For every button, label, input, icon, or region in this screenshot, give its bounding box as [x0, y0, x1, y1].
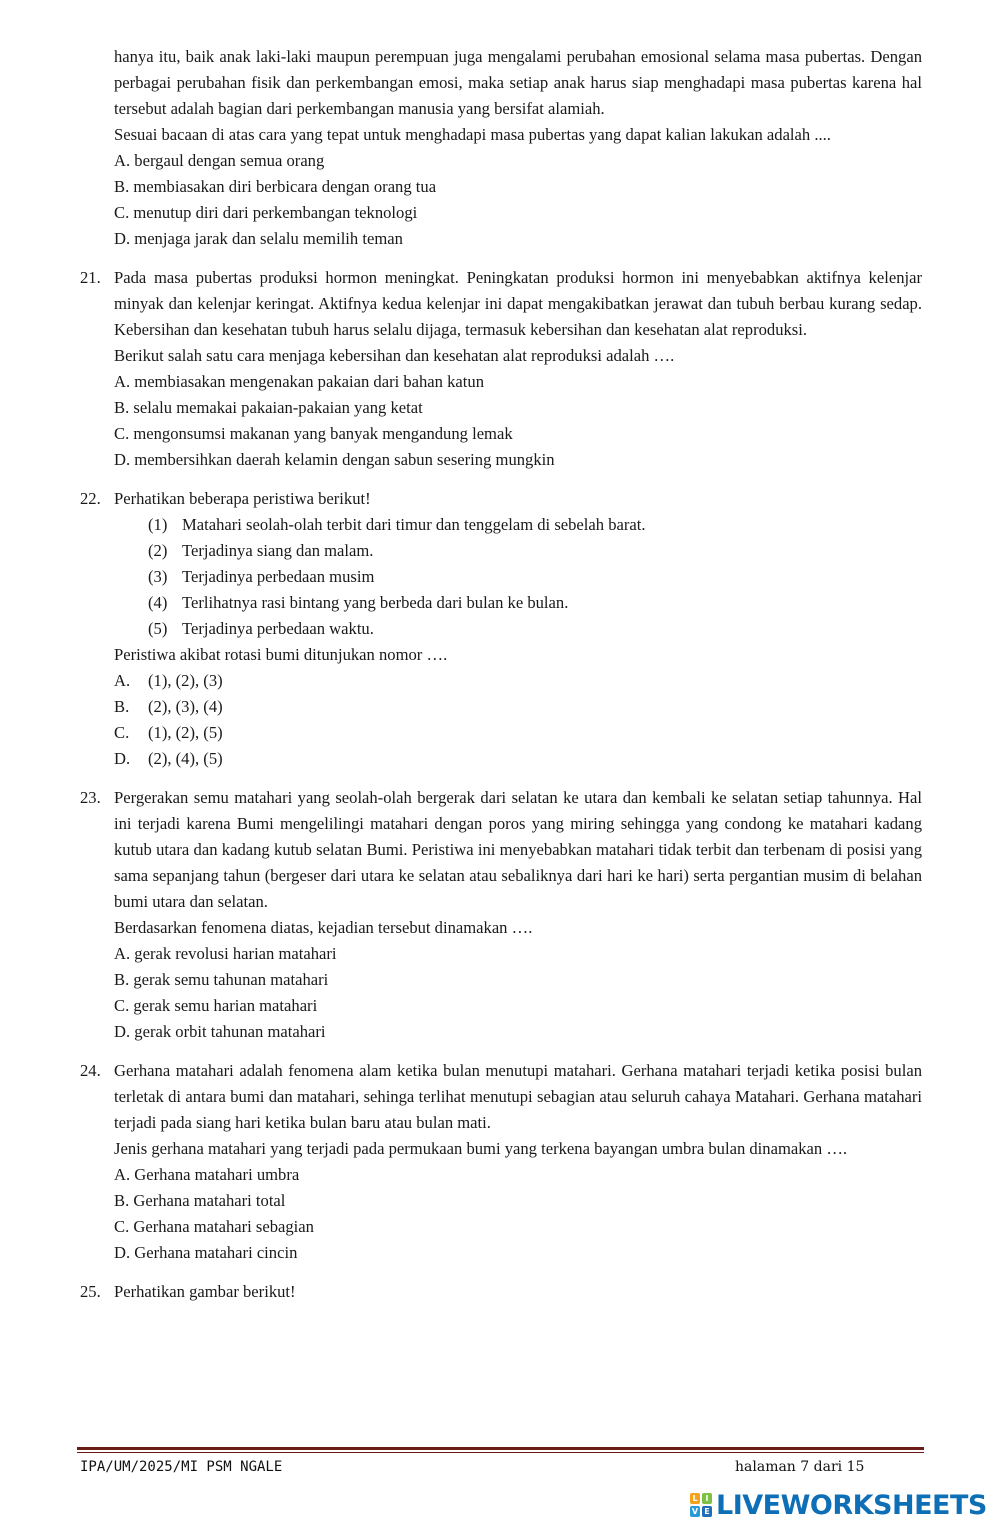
statement-text: Matahari seolah-olah terbit dari timur dan tenggelam di sebelah barat. — [182, 515, 646, 534]
logo-tile: V — [691, 1507, 699, 1516]
statement-1 — [114, 512, 922, 538]
statement-text: Terlihatnya rasi bintang yang berbeda dari bulan ke bulan. — [182, 593, 569, 612]
question-number: 22. — [80, 489, 101, 508]
question-23-passage: Pergerakan semu matahari yang seolah-olah bergerak dari selatan ke utara dan kembali ke selatan setiap tahunnya. Hal ini terjadi karena Bumi mengelilingi matahari dengan poros yang miring sehingga yang condong ke matahari kadang kutub utara dan kadang kutub selatan Bumi. Peristiwa ini menyebabkan matahari tidak terbit dan terbenam di posisi yang sama sepanjang tahun (bergeser dari utara ke selatan atau sebaliknya dari hari ke hari) serta pergantian musim di belahan bumi utara dan selatan. — [114, 788, 922, 911]
liveworksheets-logo-icon — [690, 1493, 712, 1517]
question-20-prompt: Sesuai bacaan di atas cara yang tepat untuk menghadapi masa pubertas yang dapat kalian lakukan adalah .... — [114, 125, 831, 144]
option-d[interactable] — [114, 746, 922, 772]
option-b[interactable] — [114, 694, 922, 720]
option-a[interactable]: A. Gerhana matahari umbra — [114, 1165, 300, 1184]
option-b[interactable]: B. gerak semu tahunan matahari — [114, 970, 329, 989]
question-number: 21. — [80, 268, 101, 287]
option-text: (2), (3), (4) — [148, 697, 223, 716]
statement-number: (2) — [148, 541, 168, 560]
option-c[interactable] — [114, 720, 922, 746]
statement-3 — [114, 564, 922, 590]
question-22 — [80, 486, 922, 772]
question-23-prompt: Berdasarkan fenomena diatas, kejadian tersebut dinamakan …. — [114, 918, 533, 937]
logo-tile: L — [690, 1493, 700, 1504]
option-text: (2), (4), (5) — [148, 749, 223, 768]
option-b[interactable]: B. membiasakan diri berbicara dengan orang tua — [114, 177, 437, 196]
question-24-passage: Gerhana matahari adalah fenomena alam ketika bulan menutupi matahari. Gerhana matahari terjadi ketika posisi bulan terletak di antara bumi dan matahari, sehinga terlihat menutupi sebagian atau seluruh cahaya Matahari. Gerhana matahari terjadi pada siang hari ketika bulan baru atau bulan mati. — [114, 1061, 922, 1132]
option-d[interactable]: D. Gerhana matahari cincin — [114, 1243, 298, 1262]
option-c[interactable]: C. menutup diri dari perkembangan teknologi — [114, 203, 418, 222]
brand-name: LIVEWORKSHEETS — [716, 1489, 987, 1521]
option-label: A. — [114, 671, 131, 690]
option-d[interactable]: D. gerak orbit tahunan matahari — [114, 1022, 326, 1041]
option-d[interactable]: D. menjaga jarak dan selalu memilih teman — [114, 229, 403, 248]
footer-divider-thick — [77, 1447, 924, 1450]
statement-number: (4) — [148, 593, 168, 612]
question-21 — [80, 265, 922, 473]
question-22-prompt: Peristiwa akibat rotasi bumi ditunjukan nomor …. — [114, 645, 448, 664]
statement-number: (1) — [148, 515, 168, 534]
question-number: 24. — [80, 1061, 101, 1080]
footer-divider-thin — [77, 1452, 924, 1453]
statement-4 — [114, 590, 922, 616]
question-24-prompt: Jenis gerhana matahari yang terjadi pada permukaan bumi yang terkena bayangan umbra bulan dinamakan …. — [114, 1139, 848, 1158]
option-label: B. — [114, 697, 130, 716]
option-c[interactable]: C. mengonsumsi makanan yang banyak mengandung lemak — [114, 424, 513, 443]
statement-text: Terjadinya siang dan malam. — [182, 541, 374, 560]
liveworksheets-brand[interactable] — [690, 1488, 987, 1522]
option-c[interactable]: C. Gerhana matahari sebagian — [114, 1217, 314, 1236]
question-21-passage: Pada masa pubertas produksi hormon meningkat. Peningkatan produksi hormon ini menyebabkan aktifnya kelenjar minyak dan kelenjar keringat. Aktifnya kedua kelenjar ini dapat mengakibatkan jerawat dan tubuh berbau kurang sedap. Kebersihan dan kesehatan tubuh harus selalu dijaga, termasuk kebersihan dan kesehatan alat reproduksi. — [114, 268, 922, 339]
option-text: (1), (2), (5) — [148, 723, 223, 742]
question-number: 23. — [80, 788, 101, 807]
option-c[interactable]: C. gerak semu harian matahari — [114, 996, 318, 1015]
page-number: halaman 7 dari 15 — [735, 1459, 865, 1475]
statement-2 — [114, 538, 922, 564]
option-label: C. — [114, 723, 130, 742]
statement-text: Terjadinya perbedaan musim — [182, 567, 375, 586]
option-b[interactable]: B. selalu memakai pakaian-pakaian yang ketat — [114, 398, 423, 417]
worksheet-page — [80, 44, 922, 1305]
question-22-intro: Perhatikan beberapa peristiwa berikut! — [114, 489, 371, 508]
option-a[interactable]: A. membiasakan mengenakan pakaian dari bahan katun — [114, 372, 484, 391]
option-d[interactable]: D. membersihkan daerah kelamin dengan sabun sesering mungkin — [114, 450, 555, 469]
option-a[interactable]: A. gerak revolusi harian matahari — [114, 944, 337, 963]
option-a[interactable]: A. bergaul dengan semua orang — [114, 151, 325, 170]
question-20-passage: hanya itu, baik anak laki-laki maupun perempuan juga mengalami perubahan emosional selama masa pubertas. Dengan perbagai perubahan fisik dan perkembangan emosi, maka setiap anak harus siap menghadapi masa pubertas karena hal tersebut adalah bagian dari perkembangan manusia yang bersifat alamiah. — [114, 47, 922, 118]
statement-text: Terjadinya perbedaan waktu. — [182, 619, 374, 638]
question-23 — [80, 785, 922, 1045]
question-25 — [80, 1279, 922, 1305]
statement-number: (3) — [148, 567, 168, 586]
question-21-prompt: Berikut salah satu cara menjaga kebersihan dan kesehatan alat reproduksi adalah …. — [114, 346, 675, 365]
statement-5 — [114, 616, 922, 642]
option-text: (1), (2), (3) — [148, 671, 223, 690]
question-24 — [80, 1058, 922, 1266]
option-b[interactable]: B. Gerhana matahari total — [114, 1191, 286, 1210]
logo-tile: I — [702, 1493, 712, 1504]
option-a[interactable] — [114, 668, 922, 694]
option-label: D. — [114, 749, 131, 768]
question-20-continued — [80, 44, 922, 252]
question-25-intro: Perhatikan gambar berikut! — [114, 1282, 296, 1301]
question-number: 25. — [80, 1282, 101, 1301]
document-code: IPA/UM/2025/MI PSM NGALE — [80, 1459, 283, 1475]
statement-number: (5) — [148, 619, 168, 638]
logo-tile: E — [702, 1506, 712, 1517]
